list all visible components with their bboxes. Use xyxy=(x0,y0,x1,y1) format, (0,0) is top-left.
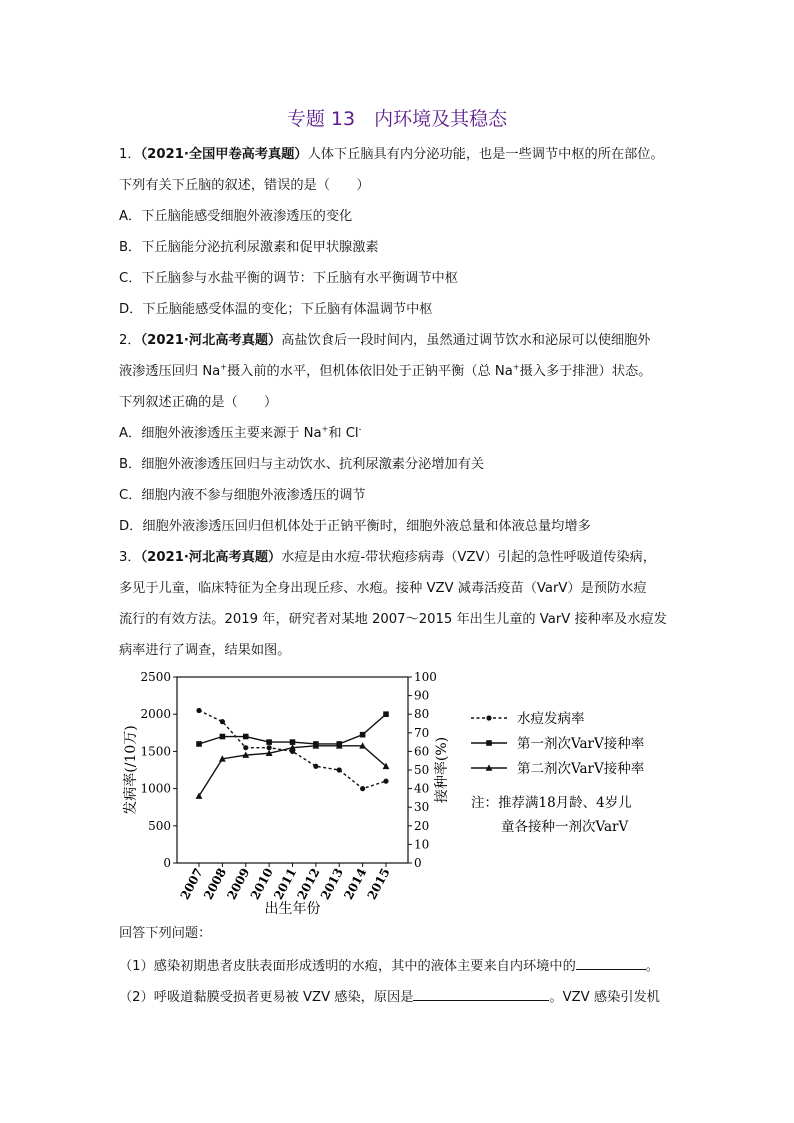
data-point-series-2 xyxy=(360,732,366,738)
q2-option-b: B．细胞外液渗透压回归与主动饮水、抗利尿激素分泌增加有关 xyxy=(119,457,485,472)
data-point-series-2 xyxy=(266,739,272,745)
data-point-series-1 xyxy=(360,786,365,791)
data-point-series-2 xyxy=(290,739,296,745)
data-point-series-1 xyxy=(243,745,248,750)
data-point-series-2 xyxy=(383,711,389,717)
q2-stem2c: 摄入多于排泄）状态。 xyxy=(519,364,652,379)
legend-marker-1 xyxy=(486,715,491,720)
chart-marks xyxy=(196,708,390,799)
q2-option-d: D．细胞外液渗透压回归但机体处于正钠平衡时，细胞外液总量和体液总量均增多 xyxy=(119,519,591,534)
vaccination-chart xyxy=(115,668,675,920)
data-point-series-1 xyxy=(337,767,342,772)
q1-option-a: A．下丘脑能感受细胞外液渗透压的变化 xyxy=(119,209,353,224)
left-tick-label: 500 xyxy=(148,818,171,833)
q3-stem-line2: 多见于儿童，临床特征为全身出现丘疹、水疱。接种 VZV 减毒活疫苗（VarV）是预防水痘 xyxy=(119,581,647,596)
x-tick-label: 2010 xyxy=(247,865,276,902)
right-tick-label: 80 xyxy=(414,707,430,722)
left-tick-label: 0 xyxy=(163,856,171,870)
data-point-series-2 xyxy=(220,734,226,740)
legend-label-1: 水痘发病率 xyxy=(517,711,585,727)
right-tick-label: 40 xyxy=(414,781,430,796)
q3-answer-intro: 回答下列问题： xyxy=(119,926,212,941)
sodium-charge: + xyxy=(321,424,329,434)
answer-blank-1[interactable] xyxy=(576,956,646,970)
x-tick-label: 2014 xyxy=(341,865,370,902)
q3-sub2 xyxy=(119,987,660,1007)
q1-stem-text1: 人体下丘脑具有内分泌功能，也是一些调节中枢的所在部位。 xyxy=(307,147,664,162)
x-tick-label: 2009 xyxy=(224,865,253,902)
q3-sub2-text: （2）呼吸道黏膜受损者更易被 VZV 感染，原因是 xyxy=(119,990,414,1005)
q3-sub1-text: （1）感染初期患者皮肤表面形成透明的水疱，其中的液体主要来自内环境中的 xyxy=(119,959,576,974)
data-point-series-2 xyxy=(243,734,249,740)
sodium-charge: + xyxy=(512,362,520,372)
q1-option-c: C．下丘脑参与水盐平衡的调节：下丘脑有水平衡调节中枢 xyxy=(119,271,458,286)
x-tick-label: 2007 xyxy=(177,865,206,902)
x-axis-label: 出生年份 xyxy=(264,901,321,917)
q3-stem-text1: 水痘是由水痘-带状疱疹病毒（VZV）引起的急性呼吸道传染病， xyxy=(281,550,656,565)
q3-stem-line3: 流行的有效方法。2019 年，研究者对某地 2007～2015 年出生儿童的 VarV 接种率及水痘发 xyxy=(119,612,667,627)
q1-stem-line1 xyxy=(119,146,664,164)
q2-stem-text1: 高盐饮食后一段时间内，虽然通过调节饮水和泌尿可以使细胞外 xyxy=(281,333,651,348)
right-tick-label: 60 xyxy=(414,744,430,759)
right-tick-label: 100 xyxy=(414,670,437,684)
q3-number: 3． xyxy=(119,550,141,565)
data-point-series-1 xyxy=(267,745,272,750)
q1-number: 1． xyxy=(119,147,141,162)
data-point-series-2 xyxy=(196,741,202,747)
chloride-charge: - xyxy=(358,424,362,434)
legend-label-2: 第一剂次VarV接种率 xyxy=(517,736,645,752)
q2-source: （2021·河北高考真题） xyxy=(140,333,282,348)
y-axis-label-left: 发病率(/10万) xyxy=(123,725,139,815)
legend-label-3: 第二剂次VarV接种率 xyxy=(517,761,645,777)
y-axis-label-right: 接种率(%) xyxy=(434,736,450,804)
q3-sub2-end: 。VZV 感染引发机 xyxy=(549,990,660,1005)
left-tick-label: 2000 xyxy=(140,707,171,722)
q3-sub1 xyxy=(119,956,659,976)
q2-option-c: C．细胞内液不参与细胞外液渗透压的调节 xyxy=(119,488,366,503)
q2-stem-line1 xyxy=(119,332,650,350)
x-tick-label: 2008 xyxy=(200,865,230,902)
left-tick-label: 1500 xyxy=(140,744,171,759)
q2-stem-line3: 下列叙述正确的是（ ） xyxy=(119,395,278,410)
q2-stem2a: 液渗透压回归 Na xyxy=(119,364,221,379)
page-title: 专题 13 内环境及其稳态 xyxy=(286,108,508,130)
plot-frame xyxy=(177,677,408,863)
q2-stem-line2 xyxy=(119,363,651,381)
q2-number: 2． xyxy=(119,333,141,348)
right-tick-label: 70 xyxy=(414,725,430,740)
chart-legend xyxy=(471,710,645,835)
x-tick-label: 2015 xyxy=(364,865,393,902)
data-point-series-1 xyxy=(313,764,318,769)
q2-stem2b: 摄入前的水平，但机体依旧处于正钠平衡（总 Na xyxy=(226,364,513,379)
data-point-series-1 xyxy=(196,708,201,713)
right-tick-label: 30 xyxy=(414,800,430,815)
x-tick-label: 2013 xyxy=(317,865,346,902)
q2-option-a-text2: 和 Cl xyxy=(328,426,359,441)
right-tick-label: 90 xyxy=(414,688,430,703)
chart-axes xyxy=(123,670,450,917)
right-tick-label: 10 xyxy=(414,837,430,852)
q3-sub1-end: 。 xyxy=(645,959,659,974)
x-tick-label: 2011 xyxy=(271,865,300,902)
right-tick-label: 0 xyxy=(414,856,422,870)
chart-note-line2: 童各接种一剂次VarV xyxy=(501,819,629,835)
q1-option-b: B．下丘脑能分泌抗利尿激素和促甲状腺激素 xyxy=(119,240,379,255)
chart-note-line1: 注：推荐满18月龄、4岁儿 xyxy=(471,795,632,811)
q3-stem-line1 xyxy=(119,549,656,567)
q2-option-a xyxy=(119,425,361,443)
q1-stem-line2: 下列有关下丘脑的叙述，错误的是（ ） xyxy=(119,178,370,193)
q3-stem-line4: 病率进行了调查，结果如图。 xyxy=(119,643,291,658)
left-tick-label: 1000 xyxy=(140,781,171,796)
answer-blank-2[interactable] xyxy=(413,987,549,1001)
x-tick-label: 2012 xyxy=(294,865,323,902)
q3-source: （2021·河北高考真题） xyxy=(140,550,282,565)
q2-option-a-text: A．细胞外液渗透压主要来源于 Na xyxy=(119,426,322,441)
data-point-series-1 xyxy=(383,779,388,784)
q1-source: （2021·全国甲卷高考真题） xyxy=(140,147,308,162)
sodium-charge: + xyxy=(220,362,227,372)
legend-marker-2 xyxy=(486,740,492,746)
data-point-series-1 xyxy=(220,719,225,724)
right-tick-label: 20 xyxy=(414,818,430,833)
q1-option-d: D．下丘脑能感受体温的变化；下丘脑有体温调节中枢 xyxy=(119,302,433,317)
right-tick-label: 50 xyxy=(414,763,430,777)
left-tick-label: 2500 xyxy=(140,670,171,684)
